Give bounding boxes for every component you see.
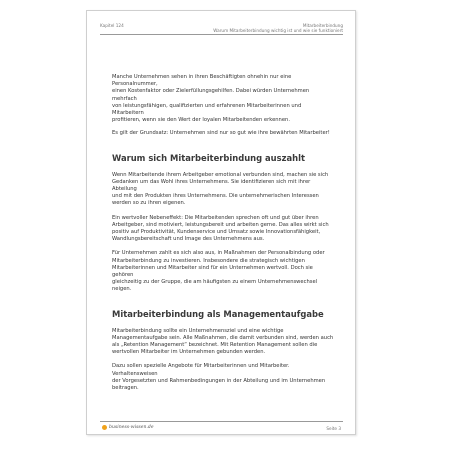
chapter-label: Kapitel 124 xyxy=(100,23,124,28)
principle-paragraph xyxy=(112,130,334,137)
text-line: gleichzeitig zu der Gruppe, die am häufigsten zu einem Unternehmenswechsel neigen. xyxy=(112,279,318,293)
section1-paragraph-2 xyxy=(112,215,334,244)
logo-dot-icon xyxy=(102,425,107,430)
text-line: Manche Unternehmen sehen in ihren Beschäftigten ohnehin nur eine Personalnummer, xyxy=(112,74,292,88)
text-line: wertvollen Mitarbeiter im Unternehmen gebunden werden. xyxy=(112,349,266,356)
section1-paragraph-1 xyxy=(112,172,334,208)
header-title-line1: Mitarbeiterbindung xyxy=(302,23,343,28)
text-line: Arbeitgeber, sind motiviert, leistungsbereit und arbeiten gerne. Das alles wirkt sich xyxy=(112,221,329,228)
text-line: beitragen. xyxy=(112,385,139,392)
section2-paragraph-1 xyxy=(112,328,334,357)
text-line: und mit den Produkten ihres Unternehmens. Die unternehmerischen Interessen xyxy=(112,193,319,200)
footer-divider xyxy=(100,421,343,422)
text-line: Gedanken um das Wohl ihres Unternehmens. Sie identifizieren sich mit ihrer Abteilung xyxy=(112,178,311,193)
brand-logo[interactable] xyxy=(102,425,154,430)
text-line: Ein wertvoller Nebeneffekt: Die Mitarbeitenden sprechen oft und gut über ihren xyxy=(112,214,319,221)
text-line: Mitarbeiterbindung sollte ein Unternehmensziel und eine wichtige xyxy=(112,327,284,334)
section1-paragraph-3 xyxy=(112,250,334,293)
document-page xyxy=(86,10,356,435)
text-line: Managementaufgabe sein. Alle Maßnahmen, die damit verbunden sind, werden auch xyxy=(112,334,334,341)
section-heading-benefits: Warum sich Mitarbeiterbindung auszahlt xyxy=(112,152,305,163)
page-content xyxy=(112,74,334,392)
text-line: werden so zu ihren eigenen. xyxy=(112,200,186,207)
text-line: einen Kostenfaktor oder Zielerfüllungsgehilfen. Dabei würden Unternehmen mehrfach xyxy=(112,88,310,102)
text-line: als „Retention Management“ bezeichnet. Mit Retention Management sollen die xyxy=(112,342,318,349)
text-line: Mitarbeiterinnen und Mitarbeiter sind für ein Unternehmen wertvoll. Doch sie gehören xyxy=(112,264,313,279)
text-line: profitieren, wenn sie den Wert der loyalen Mitarbeitenden erkennen. xyxy=(112,117,290,124)
header-divider xyxy=(100,34,343,35)
text-line: positiv auf Produktivität, Kundenservice und Umsatz sowie Innovationsfähigkeit, xyxy=(112,229,321,236)
text-line: Dazu sollen spezielle Angebote für Mitarbeiterinnen und Mitarbeiter. Verhaltensweisen xyxy=(112,363,290,377)
intro-paragraph xyxy=(112,74,334,124)
text-line: Wandlungsbereitschaft und Image des Unternehmens aus. xyxy=(112,236,265,243)
section-heading-management: Mitarbeiterbindung als Managementaufgabe xyxy=(112,308,324,319)
text-line: Wenn Mitarbeitende ihrem Arbeitgeber emotional verbunden sind, machen sie sich xyxy=(112,171,329,178)
header-title-line2: Warum Mitarbeiterbindung wichtig ist und wie sie funktioniert xyxy=(213,28,343,34)
logo-text: business-wissen.de xyxy=(109,425,154,430)
section2-paragraph-2 xyxy=(112,363,334,392)
text-line: Es gilt der Grundsatz: Unternehmen sind nur so gut wie ihre bewährten Mitarbeiter! xyxy=(112,130,330,137)
text-line: der Vorgesetzten und Rahmenbedingungen in der Abteilung und im Unternehmen xyxy=(112,377,326,384)
text-line: Mitarbeiterbindung zu investieren. Insbesondere die strategisch wichtigen xyxy=(112,257,305,264)
page-number: Seite 3 xyxy=(326,426,341,431)
header-title xyxy=(213,23,343,33)
text-line: Für Unternehmen zahlt es sich also aus, in Maßnahmen der Personalbindung oder xyxy=(112,250,325,257)
text-line: von leistungsfähigen, qualifizierten und erfahrenen Mitarbeiterinnen und Mitarbeitern xyxy=(112,102,302,117)
